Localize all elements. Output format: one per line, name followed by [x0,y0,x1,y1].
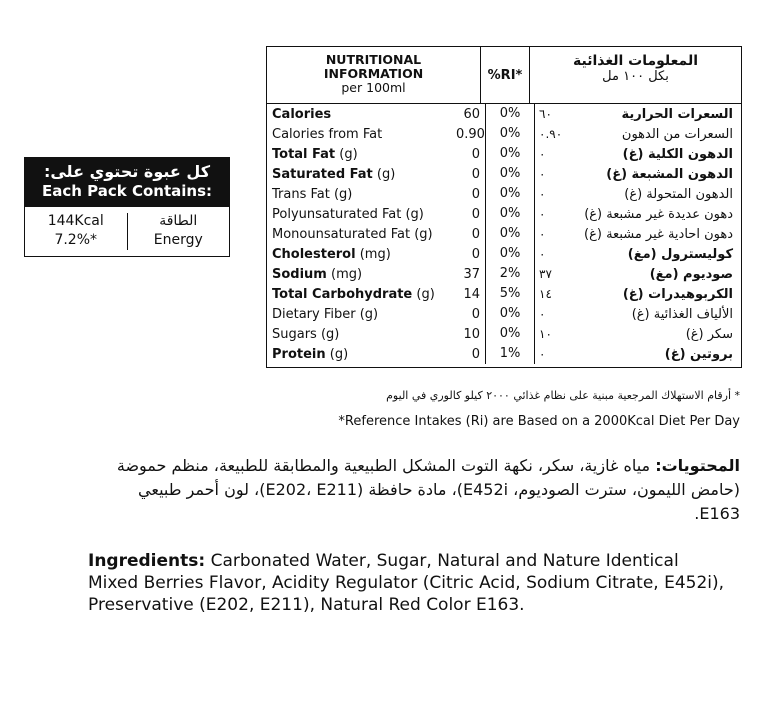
table-row [267,164,741,184]
ingredients-ar-text: مياه غازية، سكر، نكهة التوت المشكل الطبيعية والمطابقة للطبيعة، منظم حموضة (حامض الليمون، سترت الصوديوم، E452i)، مادة حافظة (E202، E211)، لون أحمر طبيعي E163. [116,456,740,523]
nutrient-ri: 0% [485,184,535,204]
footnote-ar: * أرقام الاستهلاك المرجعية مبنية على نظام غذائي ٢٠٠٠ كيلو كالوري في اليوم [386,389,740,402]
nutrient-unit: (g) [329,186,353,202]
each-pack-title-ar: كل عبوة تحتوي على: [43,162,211,181]
ingredients-ar [88,454,740,526]
header-en-sub: per 100ml [341,80,406,95]
nutrient-ri: 0% [485,144,535,164]
nutrient-unit: (g) [325,346,349,362]
nutrient-value: 14 [463,286,480,302]
nutrient-ri: 0% [485,224,535,244]
nutrient-name [267,187,456,202]
nutrient-unit: (g) [410,226,433,242]
footnote-en: *Reference Intakes (Ri) are Based on a 2000Kcal Diet Per Day [338,414,740,429]
nutrient-label: Total Carbohydrate [272,286,413,302]
nutrient-name [267,327,456,342]
energy-labels [128,207,230,256]
nutrient-name-ar: سكر (غ) [685,326,733,342]
nutrient-name-ar: دهون عديدة غير مشبعة (غ) [584,206,733,222]
nutrient-name [267,267,456,282]
nutrient-value-ar: ٠ [539,247,546,261]
nutrient-value: 0 [471,306,480,322]
each-pack-title-en: Each Pack Contains: [42,182,212,200]
ingredients-en-label: Ingredients: [88,551,206,571]
header-ar-title: المعلومات الغذائية [572,53,698,69]
nutrient-ri: 0% [485,104,535,124]
table-row [267,124,741,144]
energy-label-en: Energy [153,232,203,248]
nutrient-name-ar: الكربوهيدرات (غ) [622,286,733,302]
nutrient-ri: 0% [485,244,535,264]
each-pack-header [25,158,229,207]
nutrient-name-ar: الدهون المشبعة (غ) [606,166,733,182]
nutrient-value-ar: ٣٧ [539,267,552,281]
nutrient-unit: (g) [372,166,396,182]
nutrient-value: 0 [471,146,480,162]
nutrient-label: Trans Fat [272,186,330,202]
nutrient-name [267,247,456,262]
header-en [267,47,480,103]
nutrient-unit: (mg) [326,266,363,282]
nutrient-label: Calories [272,106,332,122]
nutrient-name [267,167,456,182]
nutrient-ri: 5% [485,284,535,304]
nutrient-name [267,127,456,142]
nutrient-name-ar: الألياف الغذائية (غ) [631,306,733,322]
header-ar [530,47,741,103]
table-row [267,184,741,204]
nutrient-ri: 0% [485,304,535,324]
ingredients-ar-label: المحتويات: [655,456,740,475]
nutrient-ri: 2% [485,264,535,284]
ingredients-en [88,550,728,616]
nutrient-label: Cholesterol [272,246,356,262]
nutrition-table-body [267,104,741,364]
nutrient-ri: 0% [485,124,535,144]
table-row [267,264,741,284]
header-en-line1: NUTRITIONAL [325,52,422,67]
table-row [267,284,741,304]
nutrient-value-ar: ٦٠ [539,107,552,121]
nutrient-unit: (g) [335,146,358,162]
nutrient-value: 0 [471,166,480,182]
nutrient-value: 10 [463,326,480,342]
nutrient-ri: 0% [485,324,535,344]
nutrition-table [266,46,742,368]
nutrient-name [267,227,456,242]
nutrient-name-ar: كوليسترول (مغ) [627,246,733,262]
each-pack-box [24,157,230,257]
table-row [267,224,741,244]
nutrient-value-ar: ٠ [539,307,546,321]
energy-label-ar: الطاقة [159,213,198,229]
table-row [267,304,741,324]
nutrient-label: Polyunsaturated Fat [272,206,402,222]
nutrient-value: 0 [471,206,480,222]
table-row [267,144,741,164]
ingredients-en-text: Carbonated Water, Sugar, Natural and Nature Identical Mixed Berries Flavor, Acidity Regulator (Citric Acid, Sodium Citrate, E452i), Preservative (E202, E211), Natural Red Color E163. [88,551,725,615]
table-row [267,344,741,364]
energy-values [25,207,127,256]
nutrient-name-ar: الدهون المتحولة (غ) [624,186,733,202]
table-row [267,244,741,264]
nutrient-value: 0 [471,346,480,362]
nutrient-name-ar: بروتين (غ) [664,346,733,362]
nutrient-value: 0 [471,186,480,202]
header-en-line2: INFORMATION [323,66,424,81]
table-row [267,204,741,224]
nutrient-name [267,147,456,162]
table-row [267,324,741,344]
nutrient-name [267,287,456,302]
header-ar-sub: بكل ١٠٠ مل [602,69,669,84]
each-pack-body [25,207,229,256]
nutrient-name-ar: الدهون الكلية (غ) [622,146,733,162]
nutrient-ri: 1% [485,344,535,364]
nutrient-value: 0 [471,226,480,242]
nutrient-name-ar: السعرات من الدهون [621,126,733,142]
nutrient-label: Sodium [272,266,327,282]
nutrient-unit: (mg) [355,246,391,262]
nutrient-value: 0.90 [456,126,485,142]
energy-ri: 7.2%* [54,232,98,248]
nutrient-value-ar: ٠ [539,347,546,361]
nutrient-label: Protein [272,346,326,362]
nutrient-unit: (g) [355,306,379,322]
nutrient-label: Sugars [272,326,317,342]
nutrient-name [267,307,456,322]
nutrient-ri: 0% [485,164,535,184]
nutrient-value-ar: ٠ [539,227,546,241]
nutrient-name [267,107,456,122]
nutrient-value-ar: ٠ [539,207,546,221]
nutrition-table-header [267,47,741,104]
nutrient-name [267,347,456,362]
nutrient-label: Calories from Fat [272,126,383,142]
nutrient-unit: (g) [401,206,424,222]
nutrient-label: Saturated Fat [272,166,373,182]
nutrient-label: Total Fat [272,146,336,162]
nutrient-value-ar: ٠ [539,167,546,181]
table-row [267,104,741,124]
header-ri: %RI* [480,47,530,103]
nutrient-value-ar: ٠ [539,187,546,201]
nutrient-name [267,207,456,222]
nutrient-value-ar: ١٤ [539,287,552,301]
energy-value: 144Kcal [47,213,104,229]
nutrient-name-ar: صوديوم (مغ) [649,266,733,282]
nutrient-value: 60 [463,106,480,122]
nutrient-value-ar: ٠ [539,147,546,161]
nutrient-unit: (g) [316,326,340,342]
nutrient-value: 0 [471,246,480,262]
nutrient-ri: 0% [485,204,535,224]
nutrient-name-ar: دهون احادية غير مشبعة (غ) [584,226,733,242]
nutrient-value: 37 [463,266,480,282]
nutrient-unit: (g) [412,286,435,302]
nutrient-label: Dietary Fiber [272,306,356,322]
nutrient-label: Monounsaturated Fat [272,226,411,242]
nutrient-name-ar: السعرات الحرارية [621,106,733,122]
nutrient-value-ar: ١٠ [539,327,552,341]
nutrient-value-ar: ٠.٩٠ [539,127,563,141]
